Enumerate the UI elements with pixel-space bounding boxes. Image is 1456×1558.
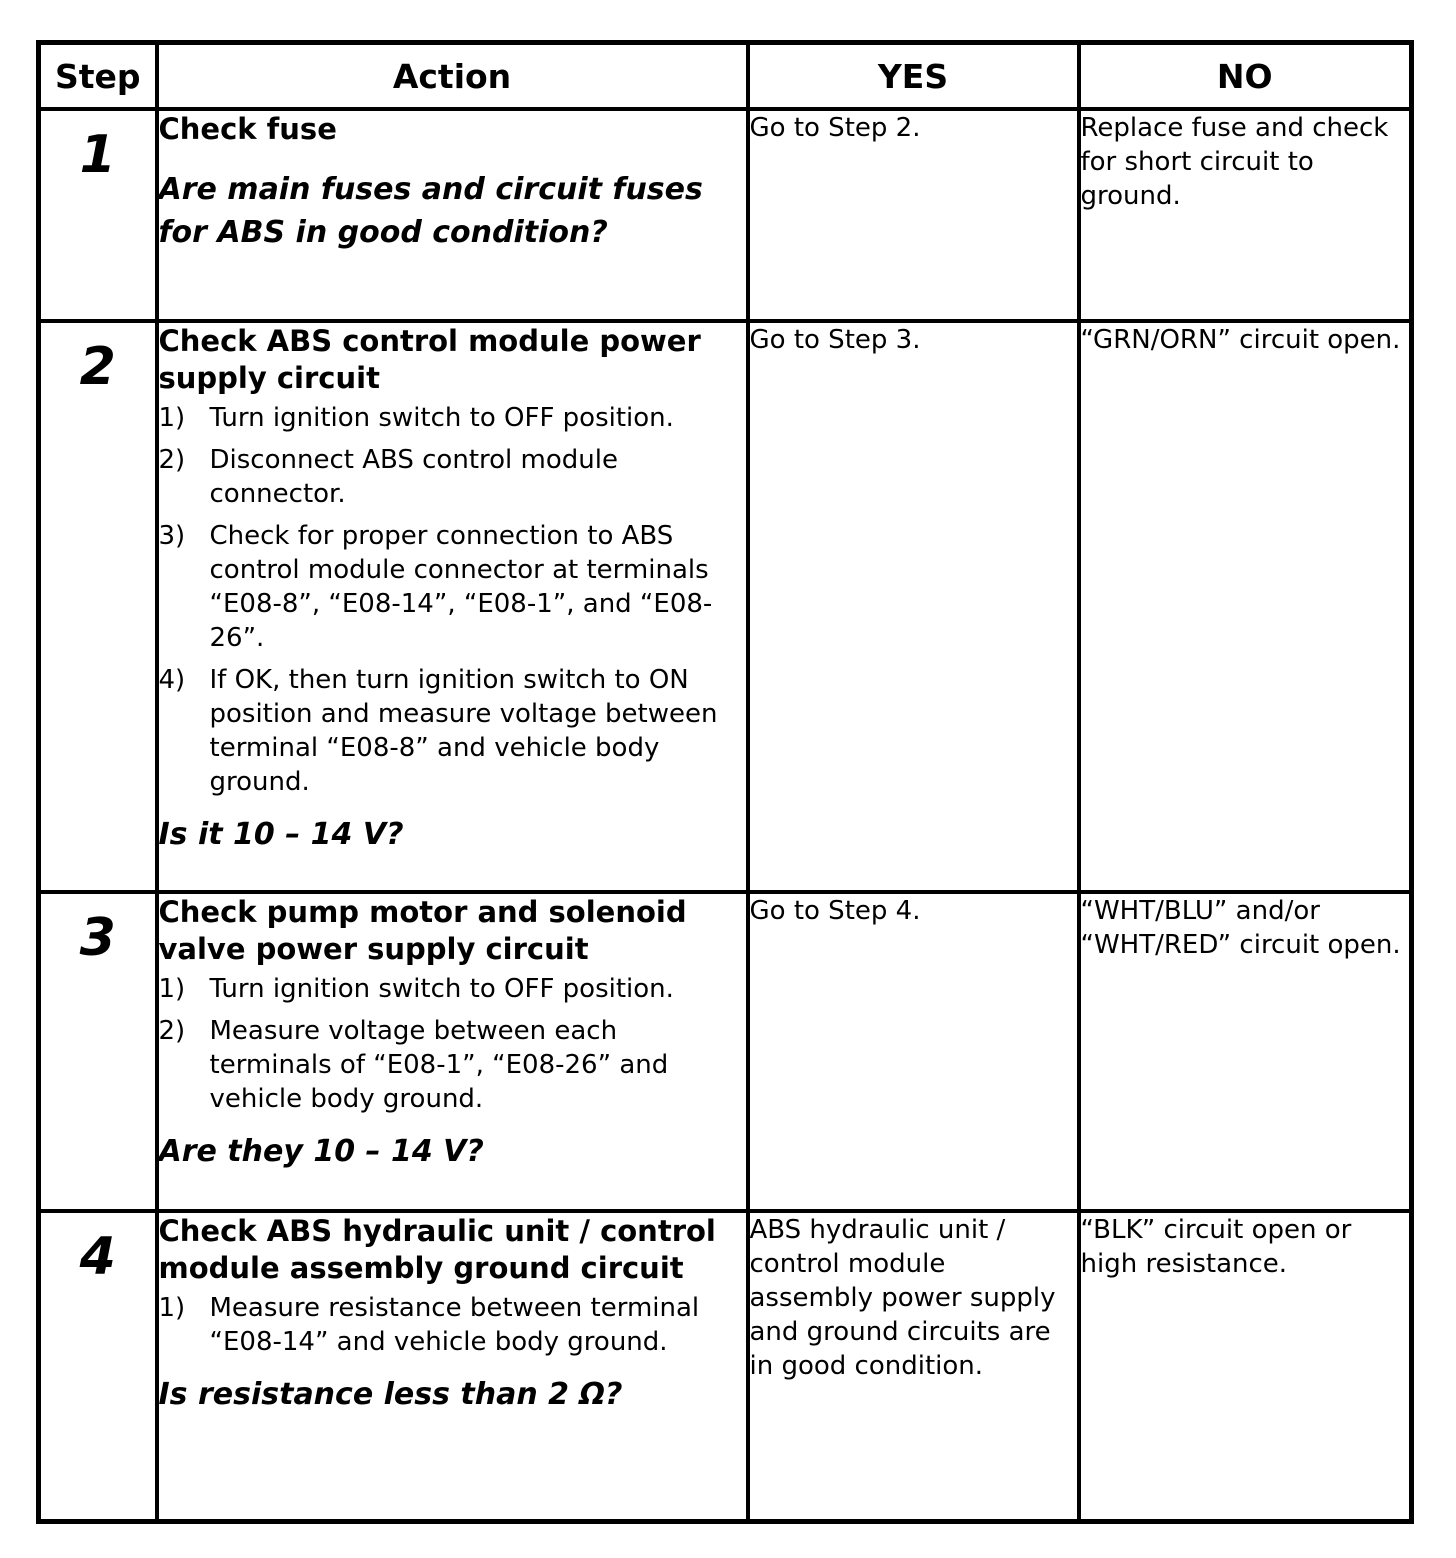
substep-number: 3) <box>158 521 186 551</box>
substep-list <box>159 1291 746 1359</box>
step-number: 4 <box>79 1227 116 1287</box>
substep-list <box>159 972 746 1116</box>
substep-number: 1) <box>158 1293 186 1323</box>
troubleshooting-table <box>36 40 1414 1524</box>
action-title: Check ABS control module power supply circuit <box>158 324 701 395</box>
substep-text: Turn ignition switch to OFF position. <box>209 403 674 433</box>
yes-cell: Go to Step 4. <box>748 892 1079 1211</box>
substep-number: 1) <box>158 974 186 1004</box>
table-row <box>39 109 1412 321</box>
action-cell <box>157 1211 748 1522</box>
action-title: Check pump motor and solenoid valve power supply circuit <box>158 895 687 966</box>
no-cell: “BLK” circuit open or high resistance. <box>1079 1211 1412 1522</box>
substep-number: 2) <box>158 445 186 475</box>
substep-text: Disconnect ABS control module connector. <box>209 445 618 509</box>
substep <box>159 443 746 511</box>
substep-text: If OK, then turn ignition switch to ON position and measure voltage between terminal “E08-8” and vehicle body ground. <box>209 665 718 797</box>
table-row <box>39 321 1412 892</box>
step-number: 1 <box>79 125 116 185</box>
action-question: Is it 10 – 14 V? <box>158 817 404 852</box>
step-cell <box>39 109 157 321</box>
substep-text: Turn ignition switch to OFF position. <box>209 974 674 1004</box>
step-number: 3 <box>79 908 116 968</box>
action-title: Check ABS hydraulic unit / control module assembly ground circuit <box>158 1214 716 1285</box>
substep <box>159 401 746 435</box>
step-cell <box>39 1211 157 1522</box>
substep <box>159 972 746 1006</box>
header-yes: YES <box>748 43 1079 110</box>
yes-cell: Go to Step 3. <box>748 321 1079 892</box>
header-step: Step <box>39 43 157 110</box>
action-cell <box>157 321 748 892</box>
no-cell: Replace fuse and check for short circuit to ground. <box>1079 109 1412 321</box>
action-question: Is resistance less than 2 Ω? <box>158 1377 623 1412</box>
yes-cell: ABS hydraulic unit / control module assembly power supply and ground circuits are in good condition. <box>748 1211 1079 1522</box>
substep-text: Check for proper connection to ABS control module connector at terminals “E08-8”, “E08-14”, “E08-1”, and “E08-26”. <box>209 521 713 653</box>
substep-list <box>159 401 746 799</box>
substep <box>159 663 746 799</box>
step-cell <box>39 321 157 892</box>
action-cell <box>157 109 748 321</box>
substep-number: 2) <box>158 1016 186 1046</box>
header-no: NO <box>1079 43 1412 110</box>
substep-number: 1) <box>158 403 186 433</box>
step-cell <box>39 892 157 1211</box>
substep-number: 4) <box>158 665 186 695</box>
no-cell: “WHT/BLU” and/or “WHT/RED” circuit open. <box>1079 892 1412 1211</box>
action-question: Are they 10 – 14 V? <box>158 1134 484 1169</box>
no-cell: “GRN/ORN” circuit open. <box>1079 321 1412 892</box>
action-cell <box>157 892 748 1211</box>
step-number: 2 <box>79 337 116 397</box>
substep-text: Measure voltage between each terminals of “E08-1”, “E08-26” and vehicle body ground. <box>209 1016 669 1114</box>
yes-cell: Go to Step 2. <box>748 109 1079 321</box>
substep <box>159 1291 746 1359</box>
action-title: Check fuse <box>158 112 337 146</box>
substep <box>159 519 746 655</box>
header-row <box>39 43 1412 110</box>
header-action: Action <box>157 43 748 110</box>
action-question: Are main fuses and circuit fuses for ABS in good condition? <box>158 172 703 250</box>
table-row <box>39 1211 1412 1522</box>
substep-text: Measure resistance between terminal “E08-14” and vehicle body ground. <box>209 1293 700 1357</box>
substep <box>159 1014 746 1116</box>
table-row <box>39 892 1412 1211</box>
